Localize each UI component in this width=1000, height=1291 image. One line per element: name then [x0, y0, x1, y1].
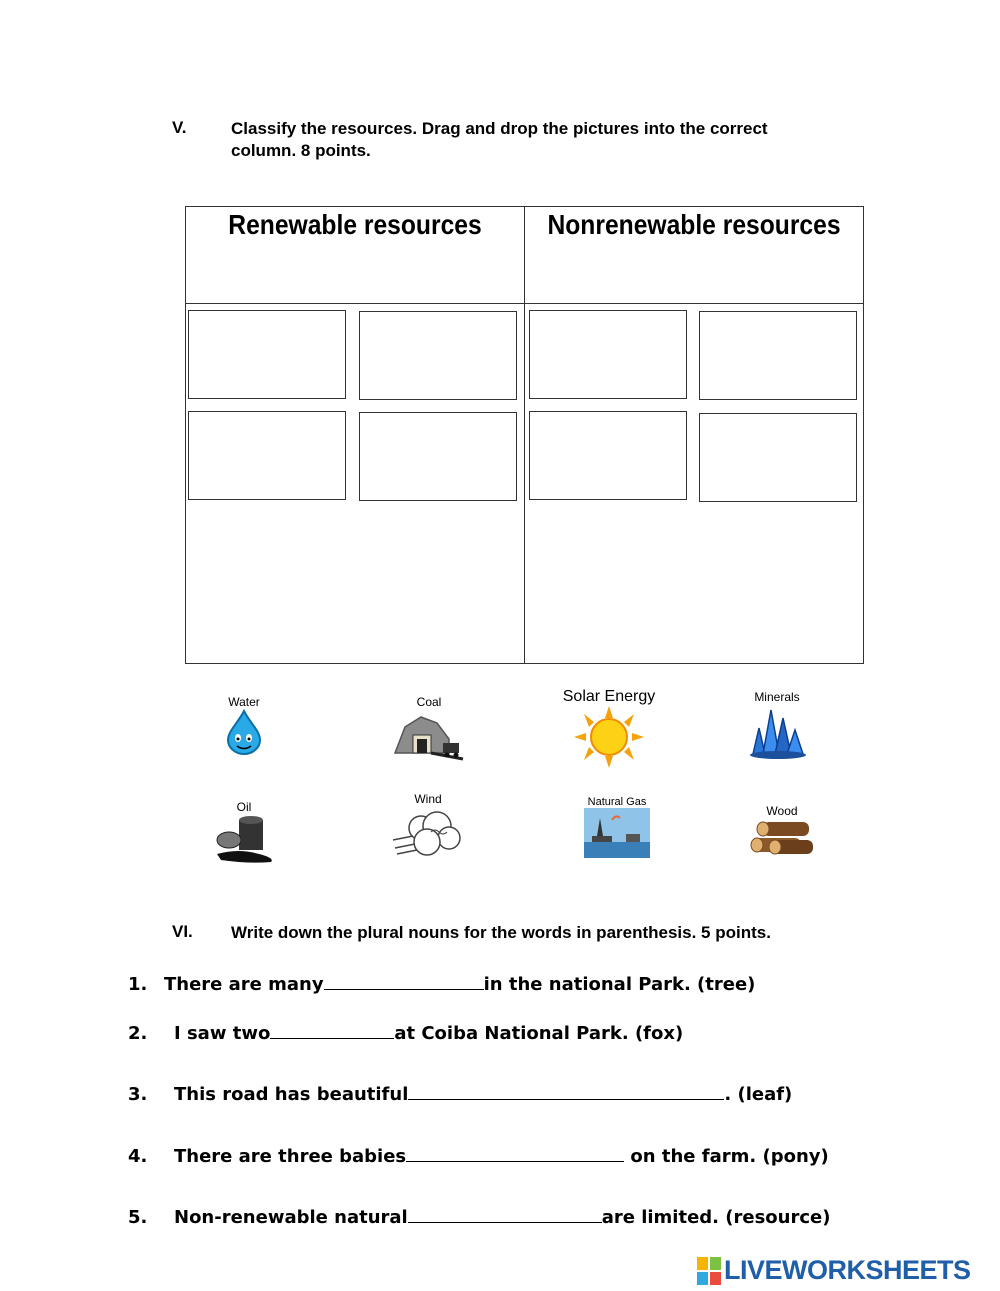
picture-label: Water	[228, 695, 260, 709]
section-6-instruction: Write down the plural nouns for the words in parenthesis. 5 points.	[231, 923, 771, 942]
renewable-header: Renewable resources	[228, 209, 482, 240]
nonrenewable-drop-zone-4[interactable]	[699, 413, 857, 502]
picture-label: Wind	[414, 792, 442, 806]
question-number: 1.	[128, 974, 148, 995]
renewable-drop-zone-1[interactable]	[188, 310, 346, 399]
picture-wood[interactable]	[748, 804, 816, 862]
renewable-drop-zone-2[interactable]	[359, 311, 517, 400]
coal-mine-icon	[391, 709, 467, 763]
question-text-after: in the national Park. (tree)	[483, 974, 756, 995]
answer-blank-3[interactable]	[408, 1085, 724, 1100]
logs-icon	[749, 818, 815, 858]
picture-solar-energy[interactable]	[548, 688, 670, 778]
picture-oil[interactable]	[206, 800, 282, 870]
nonrenewable-drop-zone-1[interactable]	[529, 310, 687, 399]
question-5	[128, 1207, 830, 1228]
brand-name: LIVEWORKSHEETS	[724, 1255, 971, 1285]
nonrenewable-drop-zone-3[interactable]	[529, 411, 687, 500]
column-divider	[524, 207, 525, 663]
wind-cloud-icon	[391, 806, 465, 862]
header-divider	[186, 303, 863, 304]
picture-wind[interactable]	[390, 792, 466, 866]
picture-label: Solar Energy	[562, 688, 656, 705]
picture-coal[interactable]	[390, 695, 468, 767]
picture-label: Minerals	[754, 690, 800, 704]
question-text-before: There are many	[164, 974, 324, 995]
liveworksheets-logo	[697, 1255, 971, 1286]
picture-natural-gas[interactable]	[580, 796, 654, 862]
nonrenewable-header: Nonrenewable resources	[547, 209, 841, 240]
question-text-before: This road has beautiful	[174, 1084, 409, 1105]
picture-label: Coal	[416, 695, 442, 709]
picture-water[interactable]	[208, 695, 280, 767]
crystal-icon	[745, 704, 809, 760]
renewable-drop-zone-4[interactable]	[359, 412, 517, 501]
question-text-after: . (leaf)	[724, 1084, 793, 1105]
question-text-before: There are three babies	[174, 1146, 407, 1167]
question-number: 5.	[128, 1207, 148, 1228]
section-5-number: V.	[172, 118, 187, 137]
picture-label: Wood	[766, 804, 798, 818]
picture-minerals[interactable]	[742, 690, 812, 764]
nonrenewable-drop-zone-2[interactable]	[699, 311, 857, 400]
section-5-instruction	[231, 118, 871, 162]
renewable-drop-zone-3[interactable]	[188, 411, 346, 500]
question-4	[128, 1146, 829, 1167]
question-3	[128, 1084, 792, 1105]
question-text-after: on the farm. (pony)	[624, 1146, 829, 1167]
picture-label: Oil	[236, 800, 252, 814]
liveworksheets-logo-icon	[697, 1257, 721, 1285]
gas-platform-icon	[582, 808, 652, 858]
answer-blank-5[interactable]	[408, 1208, 602, 1223]
question-text-after: at Coiba National Park. (fox)	[394, 1023, 684, 1044]
answer-blank-4[interactable]	[406, 1147, 624, 1162]
section-6-number: VI.	[172, 922, 193, 941]
question-text-before: Non-renewable natural	[174, 1207, 408, 1228]
question-number: 4.	[128, 1146, 148, 1167]
question-number: 3.	[128, 1084, 148, 1105]
picture-label: Natural Gas	[587, 796, 647, 808]
section-5-instruction-line2: column. 8 points.	[231, 141, 371, 160]
answer-blank-1[interactable]	[324, 975, 484, 990]
question-1	[128, 974, 755, 995]
question-text-before: I saw two	[174, 1023, 271, 1044]
section-5-instruction-line1: Classify the resources. Drag and drop the pictures into the correct	[231, 119, 768, 138]
water-drop-icon	[224, 709, 264, 755]
question-text-after: are limited. (resource)	[601, 1207, 831, 1228]
question-number: 2.	[128, 1023, 148, 1044]
oil-barrel-icon	[209, 814, 279, 864]
question-2	[128, 1023, 683, 1044]
sun-icon	[574, 706, 644, 768]
answer-blank-2[interactable]	[270, 1024, 394, 1039]
